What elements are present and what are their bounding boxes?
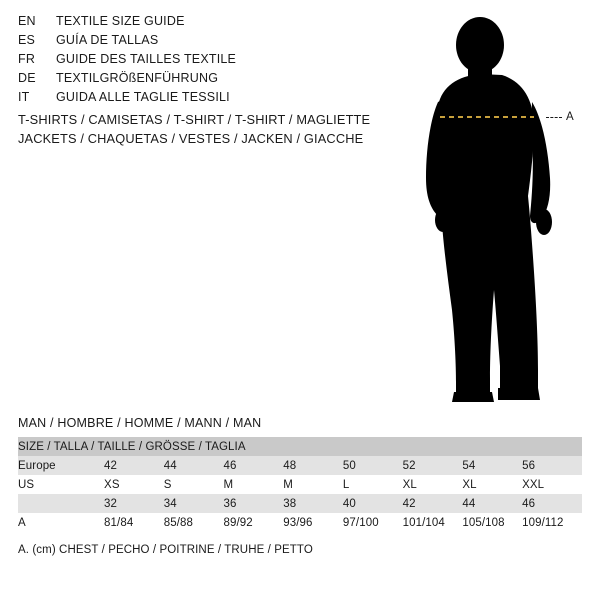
table-header-label: SIZE / TALLA / TAILLE / GRÖSSE / TAGLIA	[18, 437, 582, 456]
table-cell: 32	[104, 494, 164, 513]
table-cell: 54	[462, 456, 522, 475]
table-cell: 109/112	[522, 513, 582, 532]
table-cell: 38	[283, 494, 343, 513]
measure-label-a: A	[566, 111, 574, 123]
legend-row	[18, 71, 388, 90]
table-row	[18, 456, 582, 475]
legend-text: TEXTILE SIZE GUIDE	[56, 14, 185, 28]
size-table-section	[18, 416, 582, 556]
row-label	[18, 494, 104, 513]
legend-row	[18, 14, 388, 33]
language-legend	[18, 14, 388, 109]
category-line-tshirts: T-SHIRTS / CAMISETAS / T-SHIRT / T-SHIRT / MAGLIETTE	[18, 112, 371, 127]
garment-categories	[18, 110, 418, 148]
table-cell: L	[343, 475, 403, 494]
table-cell: 46	[522, 494, 582, 513]
row-label: Europe	[18, 456, 104, 475]
legend-text: GUIDA ALLE TAGLIE TESSILI	[56, 90, 230, 104]
table-cell: S	[164, 475, 224, 494]
table-cell: M	[283, 475, 343, 494]
legend-text: GUÍA DE TALLAS	[56, 33, 159, 47]
male-silhouette-figure	[398, 10, 598, 410]
legend-code: DE	[18, 71, 36, 85]
table-header-row	[18, 437, 582, 456]
row-label: A	[18, 513, 104, 532]
table-cell: XXL	[522, 475, 582, 494]
table-cell: 34	[164, 494, 224, 513]
table-cell: 44	[462, 494, 522, 513]
silhouette-icon	[398, 10, 598, 410]
table-cell: 44	[164, 456, 224, 475]
legend-text: TEXTILGRÖßENFÜHRUNG	[56, 71, 219, 85]
table-cell: 40	[343, 494, 403, 513]
legend-row	[18, 52, 388, 71]
table-row	[18, 494, 582, 513]
table-cell: 85/88	[164, 513, 224, 532]
table-cell: 48	[283, 456, 343, 475]
measure-leader-line	[546, 117, 562, 118]
table-cell: 46	[223, 456, 283, 475]
table-cell: 50	[343, 456, 403, 475]
table-cell: XS	[104, 475, 164, 494]
table-title: MAN / HOMBRE / HOMME / MANN / MAN	[18, 416, 262, 430]
legend-text: GUIDE DES TAILLES TEXTILE	[56, 52, 237, 66]
table-cell: 56	[522, 456, 582, 475]
legend-row	[18, 90, 388, 109]
table-cell: 105/108	[462, 513, 522, 532]
table-cell: XL	[403, 475, 463, 494]
row-label: US	[18, 475, 104, 494]
table-cell: M	[223, 475, 283, 494]
table-footnote: A. (cm) CHEST / PECHO / POITRINE / TRUHE / PETTO	[18, 544, 313, 556]
table-cell: 93/96	[283, 513, 343, 532]
legend-row	[18, 33, 388, 52]
category-line-jackets: JACKETS / CHAQUETAS / VESTES / JACKEN / GIACCHE	[18, 131, 364, 146]
table-cell: 52	[403, 456, 463, 475]
size-table	[18, 437, 582, 532]
legend-code: FR	[18, 52, 36, 66]
table-cell: 42	[403, 494, 463, 513]
table-cell: 42	[104, 456, 164, 475]
table-cell: 81/84	[104, 513, 164, 532]
table-cell: 97/100	[343, 513, 403, 532]
table-cell: 36	[223, 494, 283, 513]
legend-code: ES	[18, 33, 36, 47]
table-cell: 101/104	[403, 513, 463, 532]
table-row	[18, 475, 582, 494]
legend-code: IT	[18, 90, 30, 104]
table-row	[18, 513, 582, 532]
legend-code: EN	[18, 14, 36, 28]
table-cell: 89/92	[223, 513, 283, 532]
table-cell: XL	[462, 475, 522, 494]
